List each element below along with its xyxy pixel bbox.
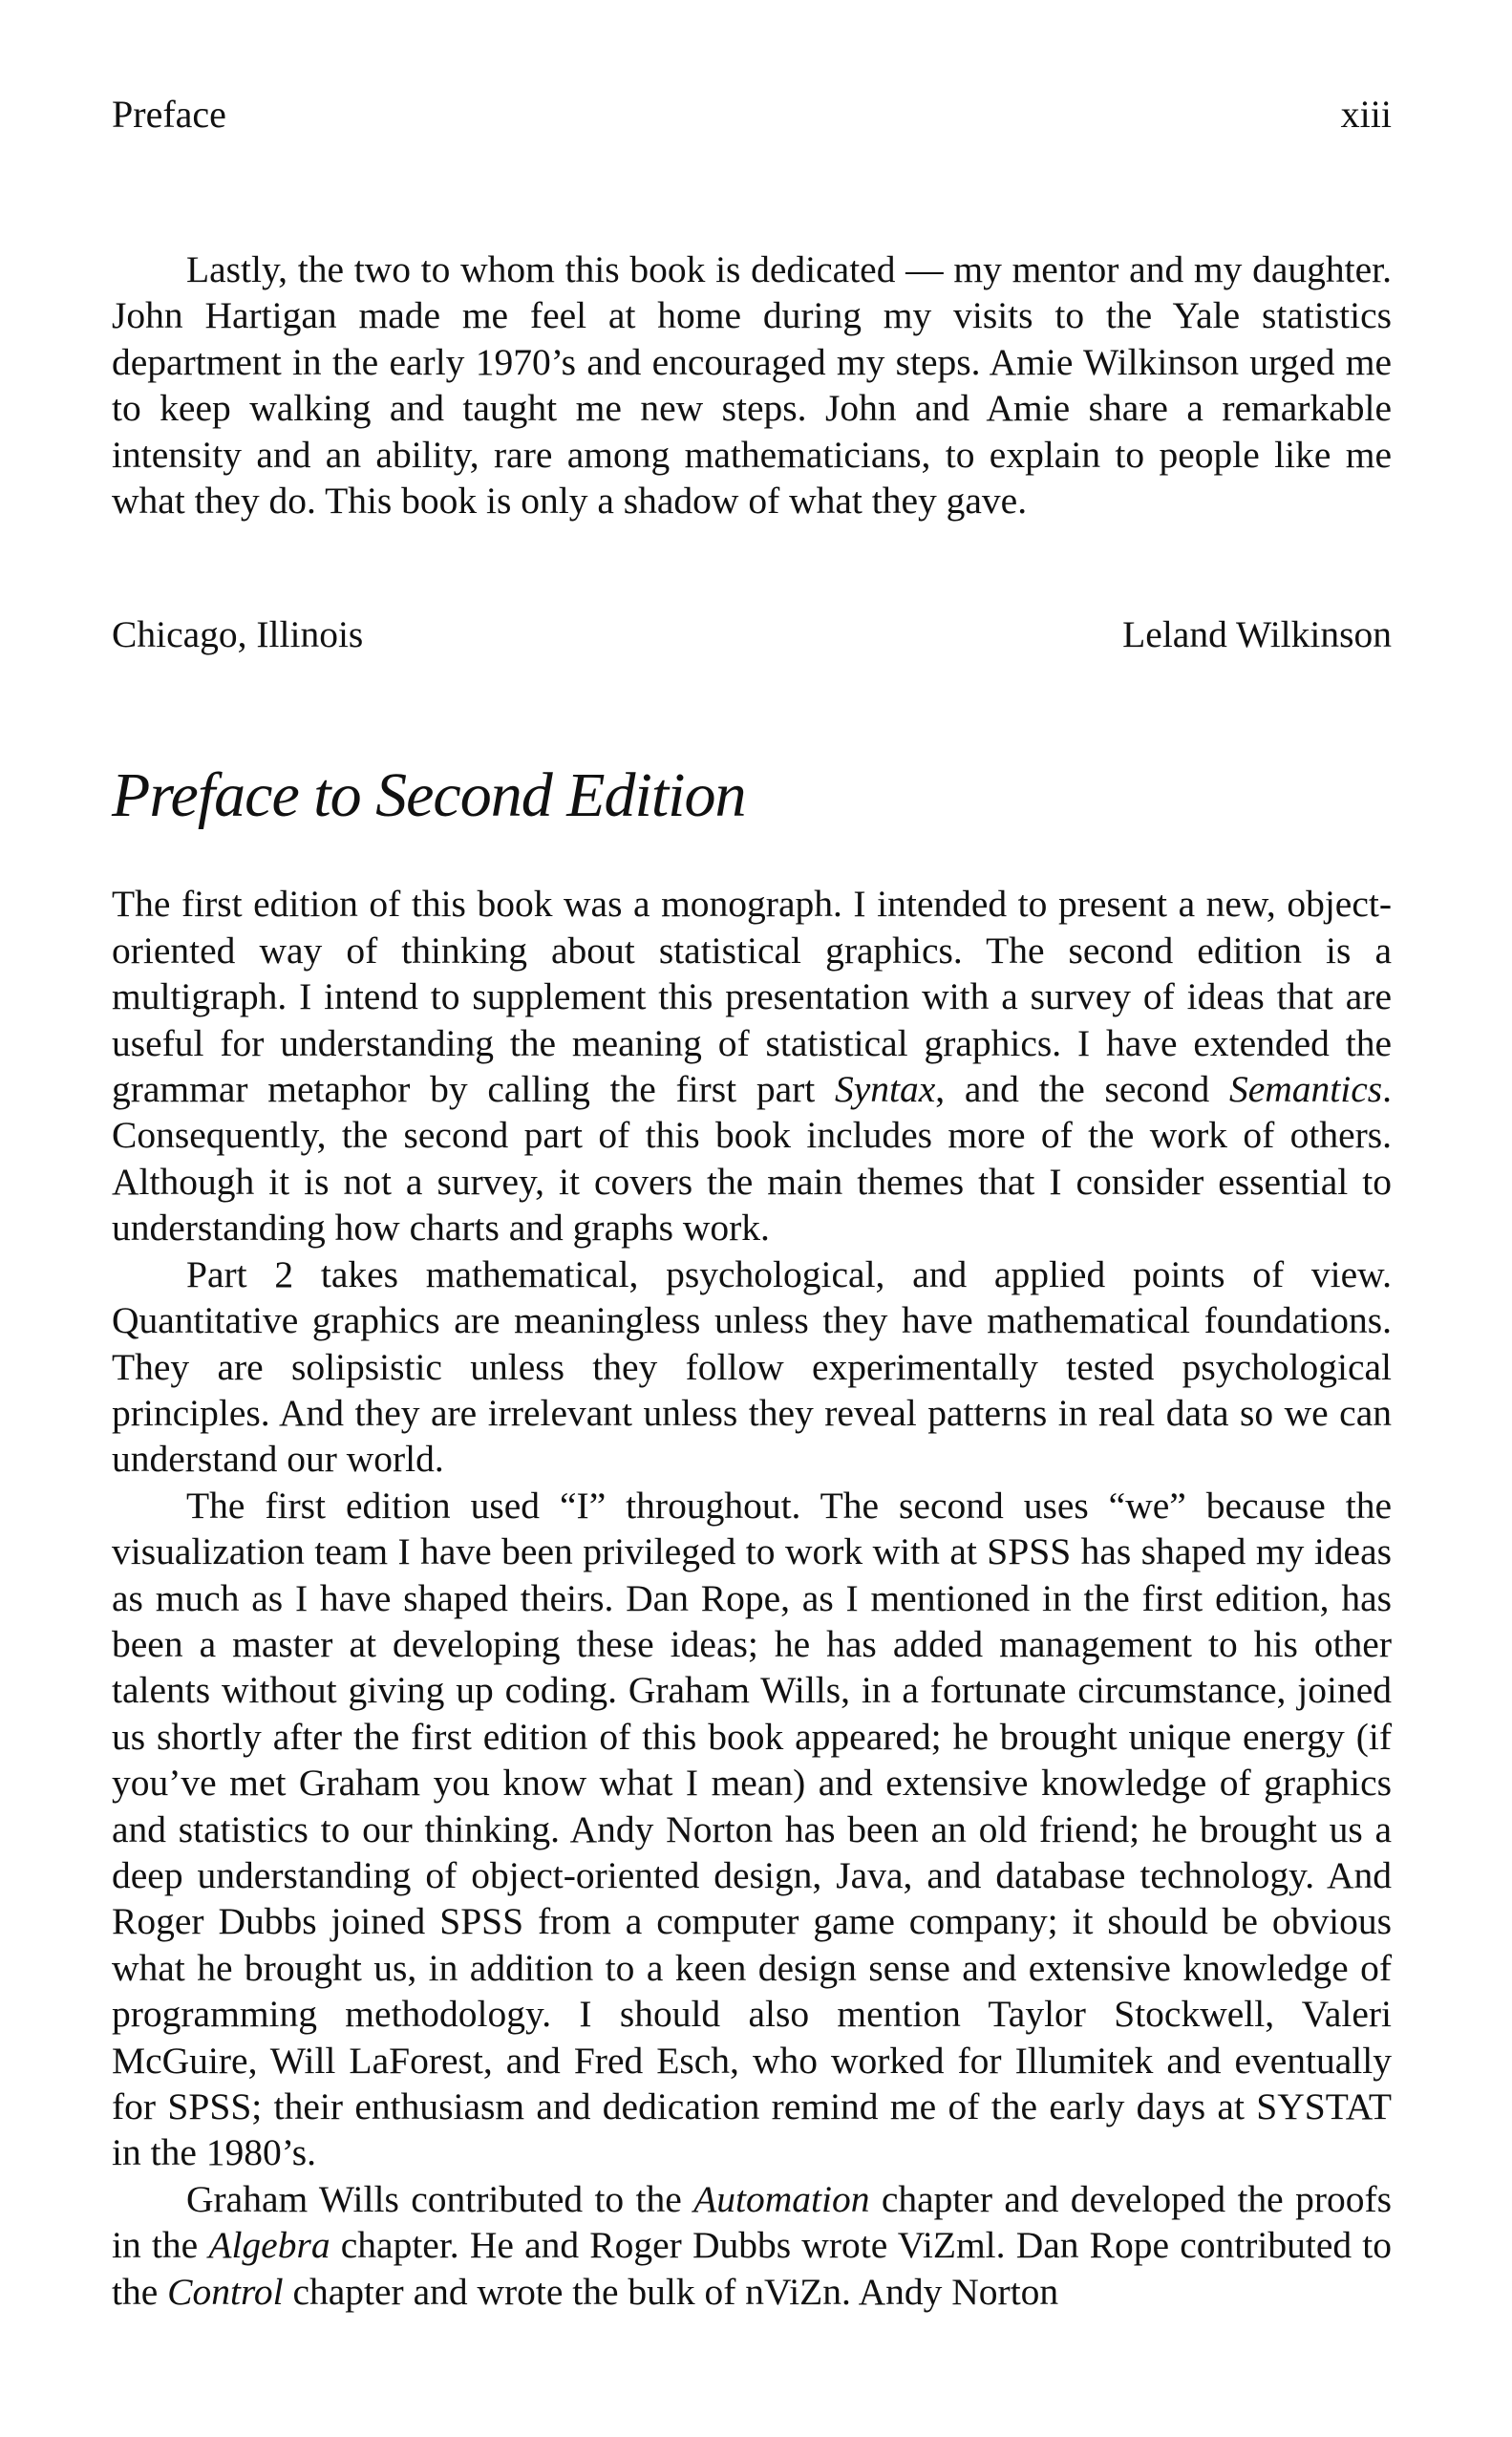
section-heading: Preface to Second Edition [112, 760, 746, 831]
p4-algebra-term: Algebra [208, 2224, 330, 2267]
p1-text-c: . Consequently, the second part of this book includes more of the work of others. Although it is not a survey, it covers the main themes that I consider essential to understanding how charts and graphs work. [112, 1068, 1392, 1250]
p4-text-b: chapter and developed the proofs in the [112, 2177, 1392, 2267]
p4-text-a: Graham Wills contributed to the [186, 2177, 694, 2220]
running-head-title: Preface [112, 93, 226, 136]
p1-syntax-term: Syntax [834, 1068, 936, 1111]
p4-text-d: chapter and wrote the bulk of nViZn. Andy Norton [283, 2270, 1059, 2313]
p4-text-c: chapter. He and Roger Dubbs wrote ViZml. Dan Rope contributed to the [112, 2224, 1392, 2313]
p1-semantics-term: Semantics [1228, 1068, 1383, 1111]
book-page [112, 93, 1392, 2315]
signoff-author: Leland Wilkinson [1122, 613, 1392, 656]
dedication-paragraph: Lastly, the two to whom this book is dedicated — my mentor and my daughter. John Hartigan made me feel at home during my visits to the Yale statistics department in the early 1970’s and encouraged my steps. Amie Wilkinson urged me to keep walking and taught me new steps. John and Amie share a remarkable intensity and an ability, rare among mathematicians, to explain to people like me what they do. This book is only a shadow of what they gave. [112, 248, 1392, 523]
page-number: xiii [1340, 93, 1392, 136]
p1-text-b: , and the second [935, 1068, 1229, 1111]
p4-control-term: Control [167, 2270, 284, 2313]
second-edition-preface [112, 881, 1392, 2315]
signoff-place: Chicago, Illinois [112, 613, 364, 656]
dedication-block [112, 246, 1392, 524]
paragraph-4 [112, 2176, 1392, 2315]
signoff [112, 611, 1392, 657]
p1-text-a: The first edition of this book was a monograph. I intended to present a new, object-oriented way of thinking about statistical graphics. The second edition is a multigraph. I intend to supplement this presentation with a survey of ideas that are useful for understanding the meaning of statistical graphics. I have extended the grammar metaphor by calling the first part [112, 883, 1392, 1111]
p4-automation-term: Automation [693, 2177, 870, 2220]
paragraph-1 [112, 881, 1392, 1251]
paragraph-2: Part 2 takes mathematical, psychological, and applied points of view. Quantitative graphics are meaningless unless they have mathematical foundations. They are solipsistic unless they follow experimentally tested psychological principles. And they are irrelevant unless they reveal patterns in real data so we can understand our world. [112, 1252, 1392, 1481]
paragraph-3: The first edition used “I” throughout. The second uses “we” because the visualization team I have been privileged to work with at SPSS has shaped my ideas as much as I have shaped theirs. Dan Rope, as I mentioned in the first edition, has been a master at developing these ideas; he has added management to his other talents without giving up coding. Graham Wills, in a fortunate circumstance, joined us shortly after the first edition of this book appeared; he brought unique energy (if you’ve met Graham you know what I mean) and extensive knowledge of graphics and statistics to our thinking. Andy Norton has been an old friend; he brought us a deep understanding of object-oriented design, Java, and database technology. And Roger Dubbs joined SPSS from a computer game company; it should be obvious what he brought us, in addition to a keen design sense and extensive knowledge of programming methodology. I should also mention Taylor Stockwell, Valeri McGuire, Will LaForest, and Fred Esch, who worked for Illumitek and eventually for SPSS; their enthusiasm and dedication remind me of the early days at SYSTAT in the 1980’s. [112, 1484, 1392, 2174]
running-head [112, 93, 1392, 136]
